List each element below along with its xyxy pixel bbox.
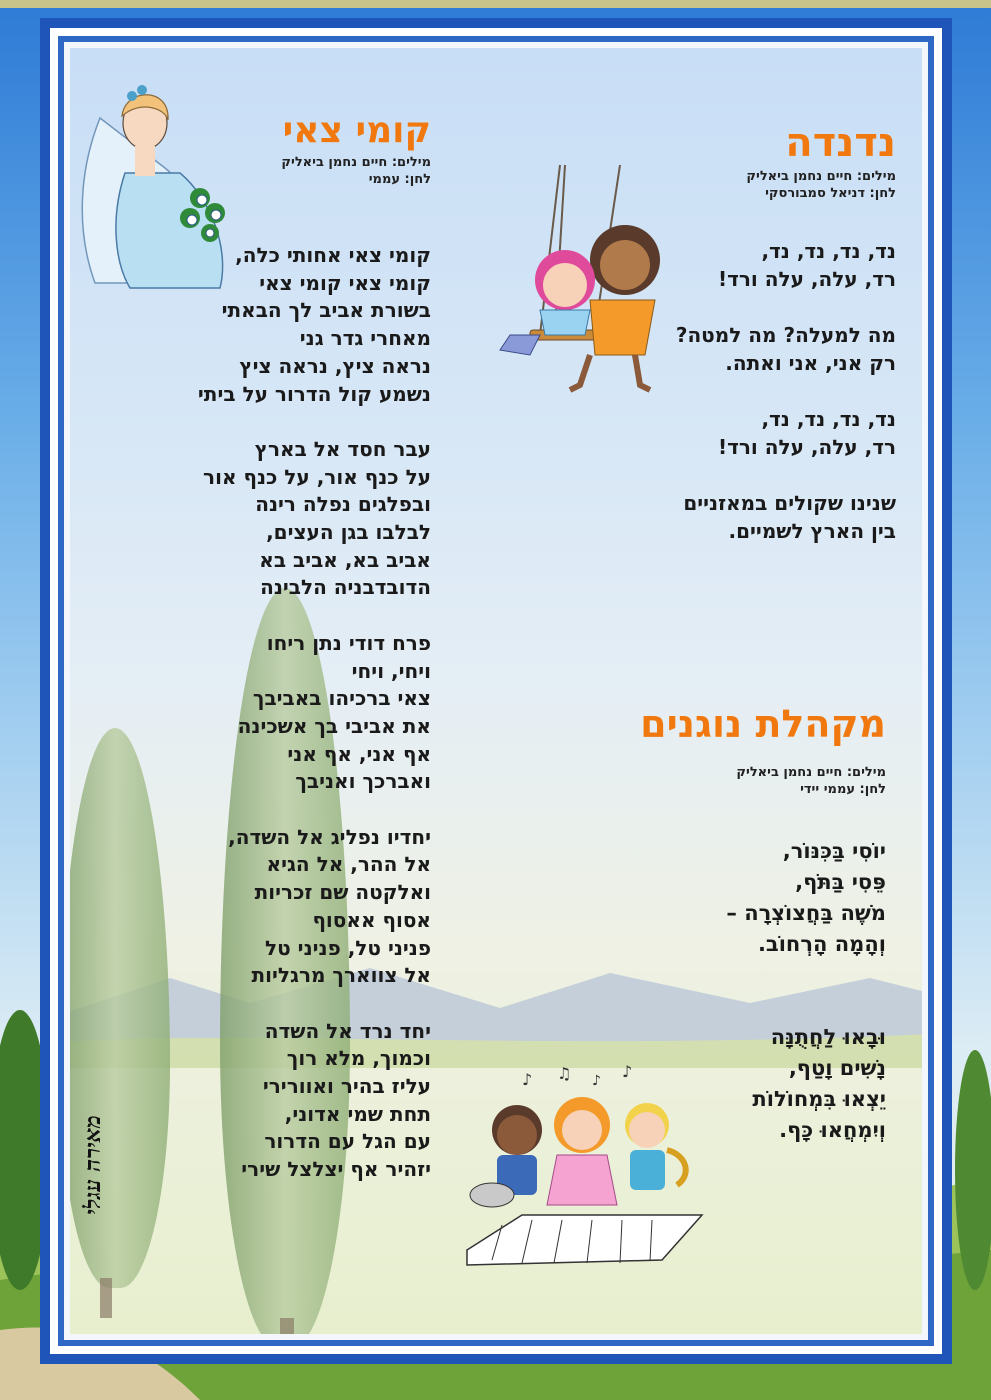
- lyric-line: וְיִמְחֲאוּ כָּף.: [779, 1118, 886, 1142]
- lyric-line: רד, עלה, עלה ורד!: [718, 435, 896, 459]
- lyric-line: יוֹסִי בַּכִּנּוֹר,: [782, 839, 886, 863]
- lyric-line: קומי צאי אחותי כלה,: [235, 243, 431, 267]
- song-melody-credit: לחן: עממי: [368, 172, 431, 187]
- song-title: מקהלת נוגנים: [640, 702, 886, 746]
- song-kumi-tzei: [171, 108, 431, 188]
- author-signature: מאירה עגלי: [80, 1115, 106, 1215]
- lyric-line: בשורת אביב לך הבאתי: [221, 298, 431, 323]
- lyric-line: נראה ציץ, נראה ציץ: [239, 353, 431, 378]
- song-nadneda-lyrics: [596, 237, 896, 545]
- lyric-line: ואלקטה שם זכריות: [254, 880, 431, 905]
- lyric-line: מאחרי גדר גני: [299, 326, 431, 351]
- lyric-line: אף אני, אף אני: [287, 741, 431, 766]
- lyric-line: צאי ברכיהו באביבך: [252, 686, 431, 711]
- lyric-line: נשמע קול הדרור על ביתי: [197, 381, 431, 406]
- stanza: [596, 321, 896, 377]
- song-melody-credit: לחן: דניאל סמבורסקי: [765, 186, 896, 201]
- lyric-line: פניני טל, פניני טל: [265, 935, 431, 960]
- song-words-credit: מילים: חיים נחמן ביאליק: [736, 765, 886, 780]
- song-makhelat-noganim: [566, 698, 886, 798]
- lyric-line: עליז בהיר ואוורירי: [262, 1074, 431, 1099]
- lyric-line: יחדיו נפליג אל השדה,: [228, 824, 431, 849]
- stanza: [596, 237, 896, 293]
- stanza: [596, 405, 896, 461]
- song-nadneda: [596, 118, 896, 202]
- svg-text:♪: ♪: [522, 1070, 533, 1089]
- svg-text:♪: ♪: [592, 1073, 601, 1089]
- lyric-line: ובפלגים נפלה רינה: [255, 492, 431, 517]
- lyric-line: פֵּסִי בַּתֹּף,: [795, 870, 886, 894]
- stanza: [111, 436, 431, 602]
- lyric-line: פרח דודי נתן ריחו: [266, 630, 431, 655]
- lyric-line: אל צווארך מרגליות: [251, 963, 431, 988]
- lyric-line: אביב בא, אביב בא: [259, 547, 431, 572]
- song-kumi-tzei-lyrics: [111, 242, 431, 1184]
- lyric-line: עבר חסד אל בארץ: [254, 436, 431, 461]
- lyric-line: יזהיר אף יצלצל שירי: [241, 1157, 431, 1182]
- lyric-line: מֹשֶׁה בַּחֲצוֹצְרָה –: [726, 901, 886, 925]
- lyric-line: רד, עלה, עלה ורד!: [718, 267, 896, 291]
- lyric-line: הדובדבניה הלבינה: [260, 575, 431, 600]
- song-title: נדנדה: [785, 120, 896, 166]
- lyric-line: ואברכך ואניבך: [295, 769, 431, 794]
- stanza: [111, 242, 431, 408]
- song-words-credit: מילים: חיים נחמן ביאליק: [281, 155, 431, 170]
- lyric-line: עם הגל עם הדרור: [264, 1129, 431, 1154]
- lyric-line: וְהָמָה הָרְחוֹב.: [757, 932, 886, 956]
- svg-text:♪: ♪: [622, 1065, 633, 1081]
- lyric-line: על כנף אור, על כנף אור: [203, 464, 431, 489]
- stanza: [566, 836, 886, 960]
- lyric-line: נד, נד, נד, נד,: [761, 407, 896, 431]
- stanza: [111, 824, 431, 990]
- svg-text:♫: ♫: [557, 1065, 572, 1083]
- lyric-line: וכמוך, מלא רוך: [286, 1046, 431, 1071]
- stanza: [596, 489, 896, 545]
- lyric-line: וּבָאוּ לַחֲתֻנָּה: [770, 1025, 886, 1049]
- lyric-line: תחת שמי אדוני,: [284, 1101, 431, 1126]
- lyric-line: ויחי, ויחי: [351, 658, 431, 683]
- lyric-line: לבלבו בגן העצים,: [266, 520, 431, 545]
- lyric-line: מה למעלה? מה למטה?: [675, 323, 896, 347]
- lyric-line: בין הארץ לשמיים.: [728, 519, 896, 543]
- song-title: קומי צאי: [282, 110, 431, 151]
- lyric-line: רק אני, אני ואתה.: [725, 351, 896, 375]
- lyric-line: אסוף אאסוף: [312, 907, 431, 932]
- song-melody-credit: לחן: עממי יידי: [800, 782, 886, 797]
- lyric-line: אל ההר, אל הגיא: [266, 852, 431, 877]
- stanza: [566, 1022, 886, 1146]
- lyric-line: את אביבי בך אשכינה: [237, 713, 431, 738]
- lyric-line: נָשִׁים וָטַף,: [788, 1056, 886, 1080]
- stanza: [111, 1018, 431, 1184]
- lyric-line: יֵצְאוּ בִּמְחוֹלוֹת: [752, 1087, 886, 1111]
- lyric-line: שנינו שקולים במאזניים: [683, 491, 896, 515]
- lyric-line: נד, נד, נד, נד,: [761, 239, 896, 263]
- lyric-line: קומי צאי קומי צאי: [259, 270, 431, 295]
- song-words-credit: מילים: חיים נחמן ביאליק: [746, 169, 896, 184]
- song-makhelat-noganim-lyrics: [566, 836, 886, 1146]
- stanza: [111, 630, 431, 796]
- lyric-line: יחד נרד אל השדה: [264, 1018, 431, 1043]
